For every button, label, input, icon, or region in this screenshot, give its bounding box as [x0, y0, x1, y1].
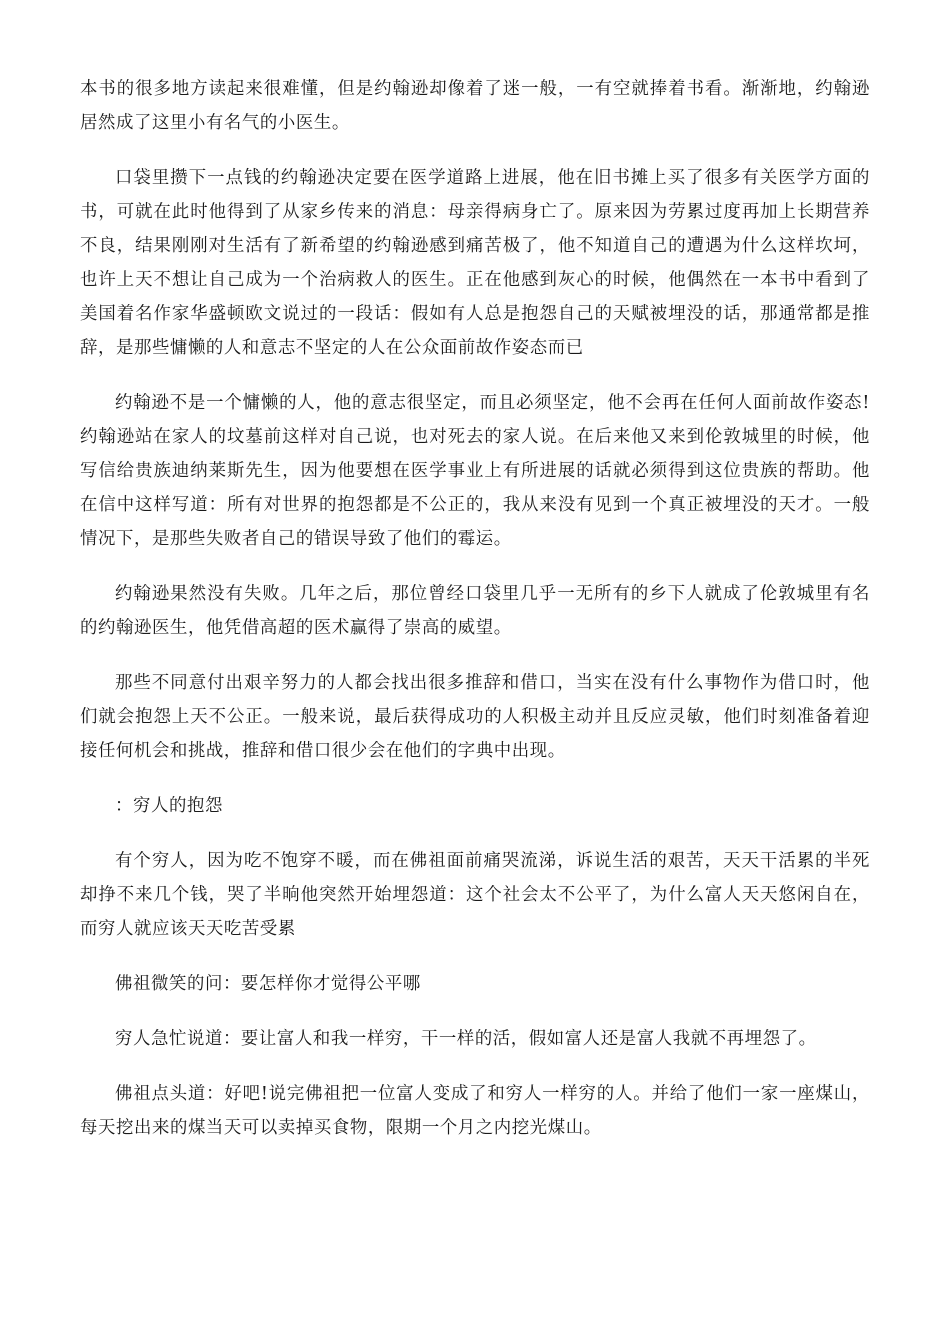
- paragraph: 佛祖点头道：好吧!说完佛祖把一位富人变成了和穷人一样穷的人。并给了他们一家一座煤山，每天挖出来的煤当天可以卖掉买食物，限期一个月之内挖光煤山。: [80, 1084, 870, 1138]
- paragraph: 本书的很多地方读起来很难懂，但是约翰逊却像着了迷一般，一有空就捧着书看。渐渐地，约翰逊居然成了这里小有名气的小医生。: [80, 79, 870, 133]
- paragraph: 约翰逊不是一个慵懒的人，他的意志很坚定，而且必须坚定，他不会再在任何人面前故作姿态!约翰逊站在家人的坟墓前这样对自己说，也对死去的家人说。在后来他又来到伦敦城里的时候，他写信给贵族迪纳莱斯先生，因为他要想在医学事业上有所进展的话就必须得到这位贵族的帮助。他在信中这样写道：所有对世界的抱怨都是不公正的，我从来没有见到一个真正被埋没的天才。一般情况下，是那些失败者自己的错误导致了他们的霉运。: [80, 393, 870, 549]
- paragraph: 穷人急忙说道：要让富人和我一样穷，干一样的活，假如富人还是富人我就不再埋怨了。: [115, 1029, 817, 1049]
- paragraph: 口袋里攒下一点钱的约翰逊决定要在医学道路上进展，他在旧书摊上买了很多有关医学方面的书，可就在此时他得到了从家乡传来的消息：母亲得病身亡了。原来因为劳累过度再加上长期营养不良，结果刚刚对生活有了新希望的约翰逊感到痛苦极了，他不知道自己的遭遇为什么这样坎坷，也许上天不想让自己成为一个治病救人的医生。正在他感到灰心的时候，他偶然在一本书中看到了美国着名作家华盛顿欧文说过的一段话：假如有人总是抱怨自己的天赋被埋没的话，那通常都是推辞，是那些慵懒的人和意志不坚定的人在公众面前故作姿态而已: [80, 168, 870, 358]
- paragraph: 佛祖微笑的问：要怎样你才觉得公平哪: [115, 974, 421, 994]
- paragraph: 约翰逊果然没有失败。几年之后，那位曾经口袋里几乎一无所有的乡下人就成了伦敦城里有名的约翰逊医生，他凭借高超的医术赢得了崇高的威望。: [80, 584, 870, 638]
- document-page: [80, 72, 870, 1166]
- section-heading: ：穷人的抱怨: [115, 796, 223, 816]
- paragraph: 有个穷人，因为吃不饱穿不暖，而在佛祖面前痛哭流涕，诉说生活的艰苦，天天干活累的半死却挣不来几个钱，哭了半晌他突然开始埋怨道：这个社会太不公平了，为什么富人天天悠闲自在，而穷人就应该天天吃苦受累: [80, 851, 870, 939]
- paragraph: 那些不同意付出艰辛努力的人都会找出很多推辞和借口，当实在没有什么事物作为借口时，他们就会抱怨上天不公正。一般来说，最后获得成功的人积极主动并且反应灵敏，他们时刻准备着迎接任何机会和挑战，推辞和借口很少会在他们的字典中出现。: [80, 673, 870, 761]
